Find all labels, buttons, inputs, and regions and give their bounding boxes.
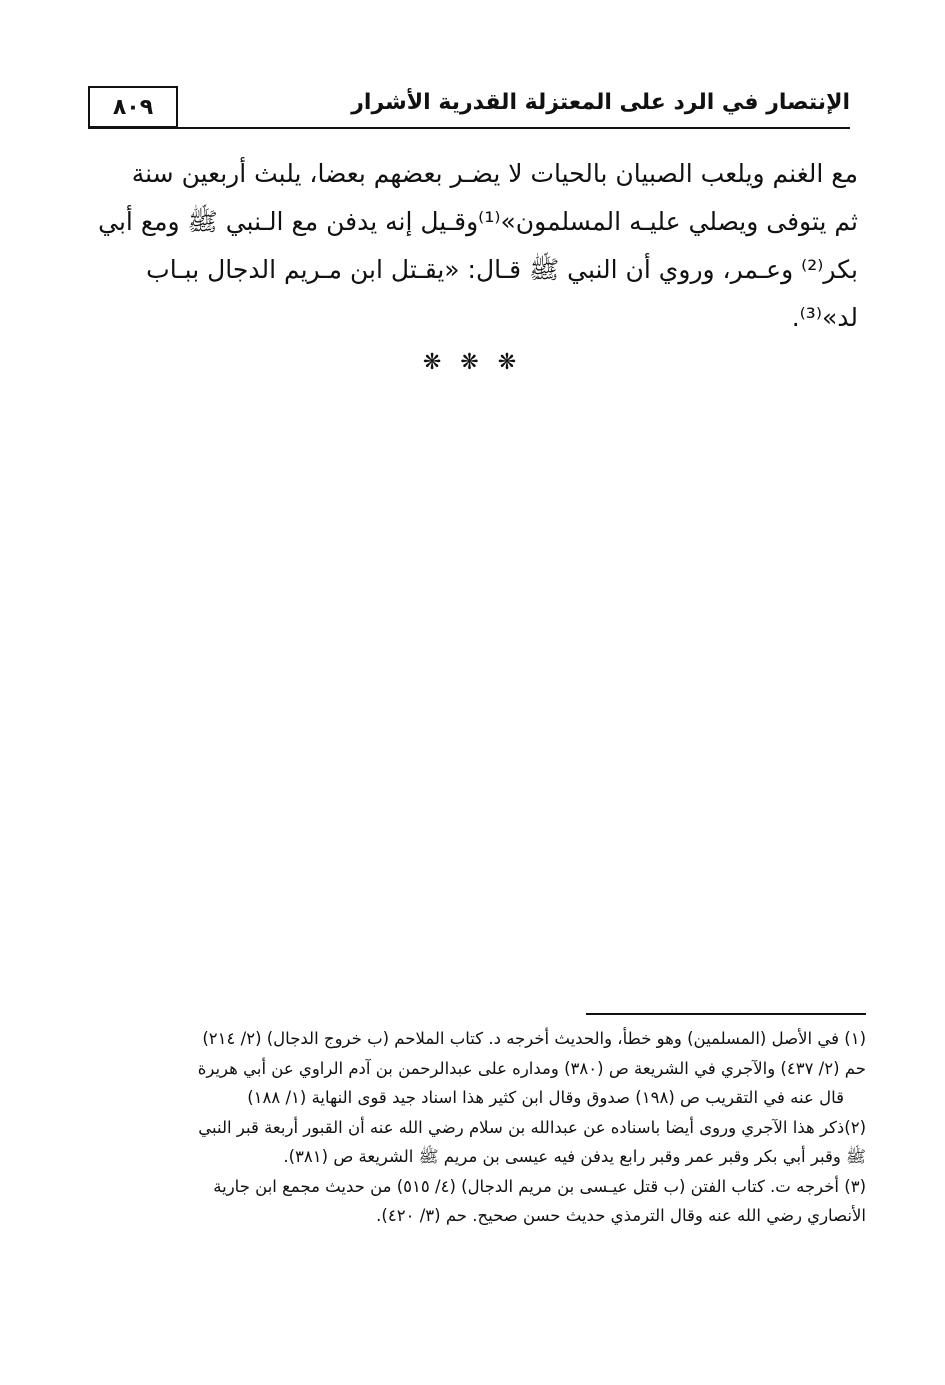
- body-line: لد»⁽³⁾.: [791, 303, 858, 332]
- footnote-line: (٢)ذكر هذا الآجري وروى أيضا باسناده عن عبدالله بن سلام رضي الله عنه أن القبور أربعة قبر النبي: [198, 1117, 866, 1137]
- footnote-line: ﷺ وقبر أبي بكر وقبر عمر وقبر رابع يدفن فيه عيسى بن مريم ﷺ الشريعة ص (٣٨١).: [283, 1147, 866, 1166]
- page-header: [88, 86, 850, 130]
- page-number: ٨٠٩: [88, 86, 178, 128]
- footnote-line: (٣) أخرجه ت. كتاب الفتن (ب قتل عيـسى بن مريم الدجال) (٤/ ٥١٥) من حديث مجمع ابن جارية: [213, 1176, 866, 1196]
- main-text: [86, 150, 858, 342]
- footnote-line: حم (٢/ ٤٣٧) والآجري في الشريعة ص (٣٨٠) ومداره على عبدالرحمن بن آدم الراوي عن أبي هريرة: [197, 1058, 866, 1078]
- header-rule: [88, 127, 850, 129]
- footnote-line: الأنصاري رضي الله عنه وقال الترمذي حديث حسن صحيح. حم (٣/ ٤٢٠).: [376, 1206, 866, 1225]
- footnotes: [86, 1024, 866, 1231]
- running-title: الإنتصار في الرد على المعتزلة القدرية الأشرار: [351, 90, 850, 115]
- body-line: ثم يتوفى ويصلي عليـه المسلمون»⁽¹⁾وقـيل إنه يدفن مع الـنبي ﷺ ومع أبي: [98, 207, 858, 236]
- body-line: بكر⁽²⁾ وعـمر، وروي أن النبي ﷺ قـال: «يقـتل ابن مـريم الدجال ببـاب: [146, 255, 858, 284]
- footnote-rule: [586, 1013, 866, 1015]
- body-line: مع الغنم ويلعب الصبيان بالحيات لا يضـر بعضهم بعضا، يلبث أربعين سنة: [131, 159, 858, 188]
- section-separator: ❋ ❋ ❋: [422, 350, 523, 375]
- footnote-line: قال عنه في التقريب ص (١٩٨) صدوق وقال ابن كثير هذا اسناد جيد قوى النهاية (١/ ١٨٨): [247, 1088, 844, 1107]
- footnote-line: (١) في الأصل (المسلمين) وهو خطأ، والحديث أخرجه د. كتاب الملاحم (ب خروج الدجال) (٢/ ٢١٤): [202, 1029, 866, 1048]
